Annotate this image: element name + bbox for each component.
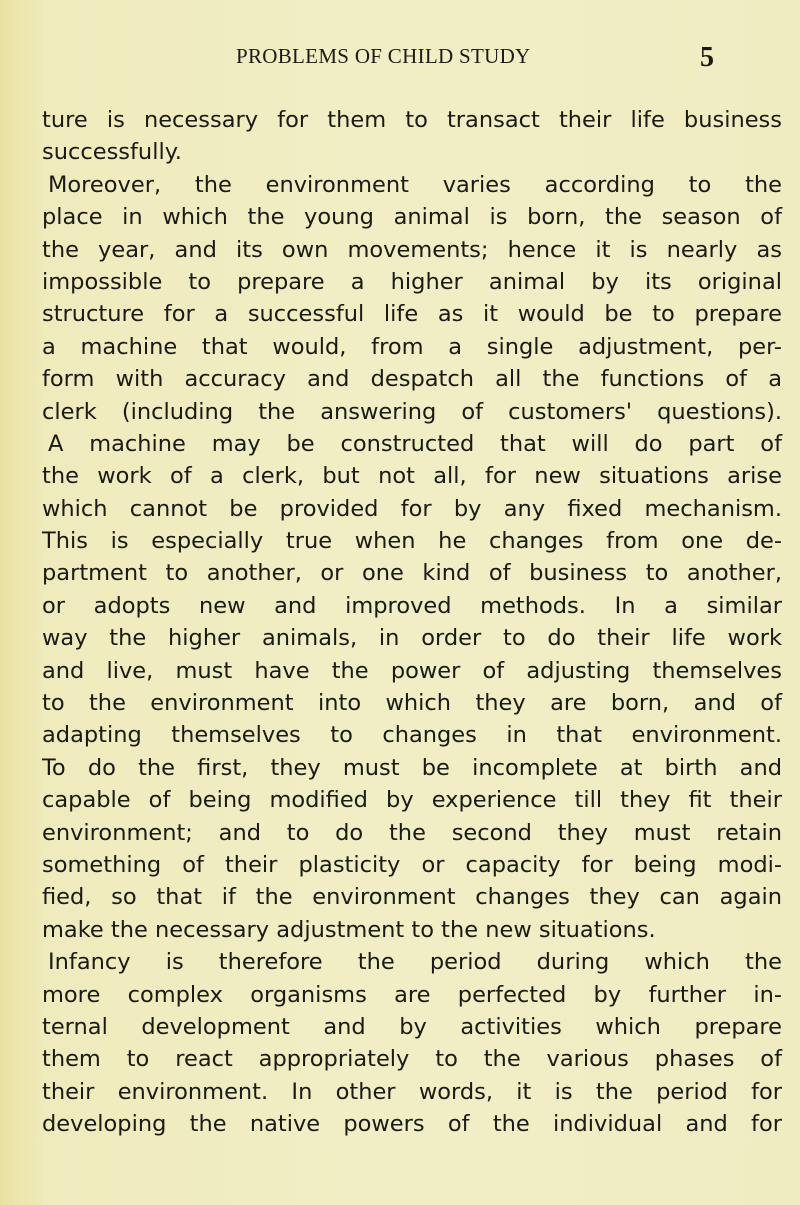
text-line-content: something of their plasticity or capacity for being modi- — [42, 851, 782, 878]
text-line — [42, 363, 782, 395]
text-line-content: way the higher animals, in order to do their life work — [42, 625, 782, 652]
text-line — [42, 719, 782, 751]
text-line-content: Infancy is therefore the period during which the — [48, 949, 782, 976]
text-line-content: partment to another, or one kind of business to another, — [42, 560, 782, 587]
text-line — [42, 396, 782, 428]
text-line-content: fied, so that if the environment changes they can again — [42, 884, 782, 911]
text-line-content: ternal development and by activities which prepare — [42, 1013, 782, 1040]
text-line-content: developing the native powers of the individual and for — [42, 1111, 782, 1138]
text-line-content: a machine that would, from a single adjustment, per- — [42, 333, 782, 360]
text-line-content: clerk (including the answering of customers' questions). — [42, 398, 782, 425]
text-line-content: their environment. In other words, it is the period for — [42, 1078, 782, 1105]
text-line-content: form with accuracy and despatch all the functions of a — [42, 366, 782, 393]
text-line-content: ture is necessary for them to transact their life business — [42, 107, 782, 133]
text-line — [42, 849, 782, 881]
text-line — [42, 428, 782, 460]
running-header — [0, 44, 800, 74]
text-line — [42, 1076, 782, 1108]
text-line-content: A machine may be constructed that will do part of — [48, 430, 782, 457]
text-line-content: adapting themselves to changes in that environment. — [42, 722, 782, 749]
text-line — [42, 1011, 782, 1043]
text-line — [42, 136, 782, 168]
text-line-content: make the necessary adjustment to the new situations. — [42, 916, 656, 943]
running-title: PROBLEMS OF CHILD STUDY — [236, 44, 531, 68]
text-line-content: successfully. — [42, 139, 182, 166]
text-line — [42, 784, 782, 816]
text-line — [42, 557, 782, 589]
text-line-content: them to react appropriately to the various phases of — [42, 1046, 782, 1073]
text-line-content: Moreover, the environment varies according to the — [48, 171, 782, 198]
text-line — [42, 622, 782, 654]
text-line-content: or adopts new and improved methods. In a similar — [42, 592, 782, 619]
text-line-content: place in which the young animal is born, the season of — [42, 204, 782, 231]
text-line — [42, 104, 782, 136]
text-line — [42, 817, 782, 849]
text-line — [42, 331, 782, 363]
text-line-content: the work of a clerk, but not all, for new situations arise — [42, 463, 782, 490]
text-line — [42, 493, 782, 525]
text-line — [42, 234, 782, 266]
text-line — [42, 298, 782, 330]
text-line — [42, 169, 782, 201]
text-line-content: To do the first, they must be incomplete at birth and — [42, 754, 782, 781]
text-line — [42, 590, 782, 622]
text-line — [42, 266, 782, 298]
text-line — [42, 914, 782, 946]
page-number: 5 — [700, 42, 714, 73]
text-line — [42, 525, 782, 557]
text-line-content: and live, must have the power of adjusting themselves — [42, 657, 782, 684]
text-line — [42, 946, 782, 978]
text-line — [42, 1043, 782, 1075]
text-line — [42, 460, 782, 492]
text-line-content: to the environment into which they are born, and of — [42, 690, 782, 717]
text-line — [42, 1108, 782, 1140]
text-line-content: This is especially true when he changes from one de- — [42, 528, 782, 555]
body-text — [42, 104, 782, 1141]
text-line — [42, 979, 782, 1011]
text-line-content: which cannot be provided for by any fixed mechanism. — [42, 495, 782, 522]
text-line — [42, 881, 782, 913]
text-line — [42, 752, 782, 784]
text-line-content: structure for a successful life as it would be to prepare — [42, 301, 782, 328]
text-line-content: impossible to prepare a higher animal by its original — [42, 268, 782, 295]
text-line — [42, 687, 782, 719]
text-line — [42, 655, 782, 687]
text-line-content: the year, and its own movements; hence it is nearly as — [42, 236, 782, 263]
text-line-content: more complex organisms are perfected by further in- — [42, 981, 782, 1008]
text-line-content: capable of being modified by experience till they fit their — [42, 787, 782, 814]
text-line — [42, 201, 782, 233]
text-line-content: environment; and to do the second they must retain — [42, 819, 782, 846]
